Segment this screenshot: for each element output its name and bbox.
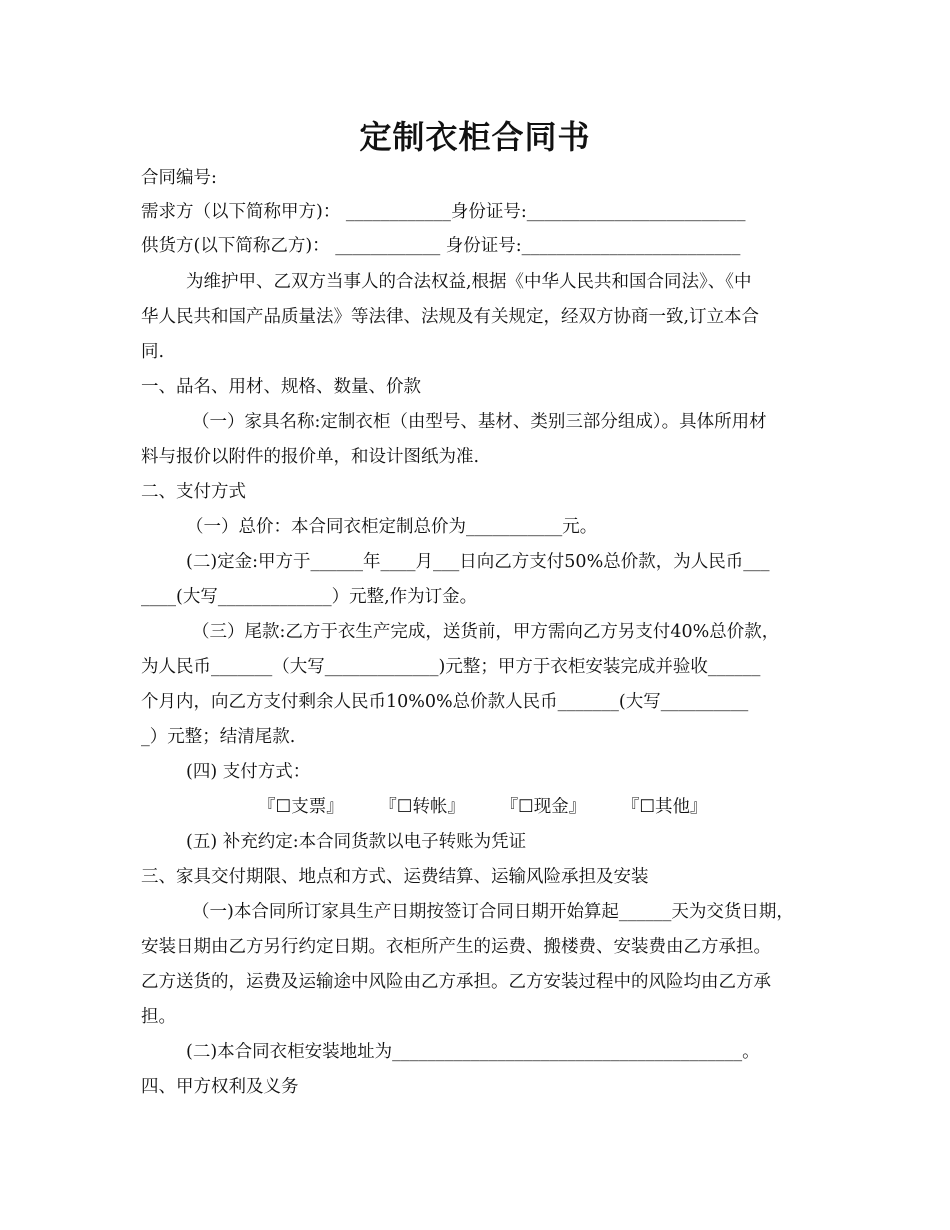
clause-line: _）元整；结清尾款. [141,727,296,747]
party-b-line: 供货方(以下简称乙方)： ____________ 身份证号:_________________________ [141,236,741,256]
section-heading: 一、品名、用材、规格、数量、价款 [141,377,421,397]
payment-options [258,795,738,819]
section-heading: 二、支付方式 [141,482,246,502]
page-title: 定制衣柜合同书 [359,118,591,156]
preamble-line: 同. [141,342,165,362]
clause-line: （三）尾款:乙方于衣生产完成，送货前，甲方需向乙方另支付40%总价款， [192,622,780,642]
clause-line: (二)定金:甲方于______年____月___日向乙方支付50%总价款，为人民币___ [186,552,770,572]
clause-line: （一)本合同所订家具生产日期按签订合同日期开始算起______天为交货日期， [192,902,794,922]
clause-line: (二)本合同衣柜安装地址为________________________________________。 [186,1042,760,1062]
clause-line: 个月内，向乙方支付剩余人民币10%0%总价款人民币_______(大写__________ [141,692,749,712]
payment-option-other[interactable]: 『☐其他』 [621,797,708,817]
clause-line: ____(大写_____________）元整,作为订金。 [141,587,478,607]
clause-line: 安装日期由乙方另行约定日期。衣柜所产生的运费、搬楼费、安装费由乙方承担。 [141,937,771,957]
payment-option-cheque[interactable]: 『☐支票』 [258,797,344,817]
contract-number-line: 合同编号: [141,168,217,188]
clause-line: (四) 支付方式： [186,762,311,782]
clause-line: 料与报价以附件的报价单，和设计图纸为准. [141,447,480,467]
party-a-line: 需求方（以下简称甲方)： ____________身份证号:_________________________ [141,202,746,222]
clause-line: （一）家具名称:定制衣柜（由型号、基材、类别三部分组成）。具体所用材 [192,412,767,432]
payment-option-transfer[interactable]: 『☐转帐』 [379,797,465,817]
preamble-line: 华人民共和国产品质量法》等法律、法规及有关规定，经双方协商一致,订立本合 [141,307,760,327]
section-heading: 四、甲方权利及义务 [141,1077,299,1097]
clause-line: 为人民币_______（大写_____________)元整；甲方于衣柜安装完成并验收______ [141,657,761,677]
clause-line: (五) 补充约定:本合同货款以电子转账为凭证 [186,832,527,852]
payment-option-cash[interactable]: 『☐现金』 [500,797,587,817]
clause-line: 担。 [141,1007,176,1027]
section-heading: 三、家具交付期限、地点和方式、运费结算、运输风险承担及安装 [141,867,649,887]
clause-line: 乙方送货的，运费及运输途中风险由乙方承担。乙方安装过程中的风险均由乙方承 [141,972,771,992]
preamble-line: 为维护甲、乙双方当事人的合法权益,根据《中华人民共和国合同法》、《中 [186,272,752,292]
clause-line: （一）总价：本合同衣柜定制总价为___________元。 [186,517,598,537]
